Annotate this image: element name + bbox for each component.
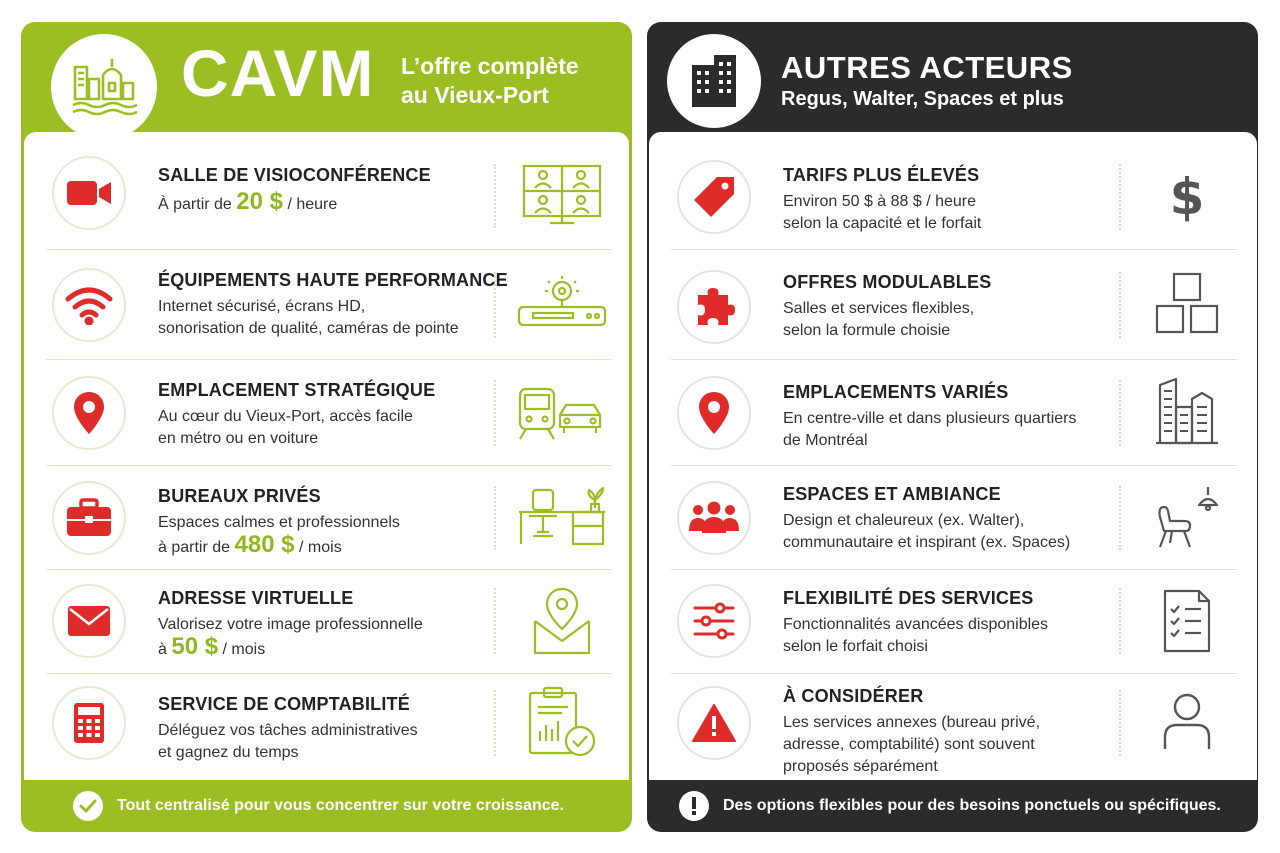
- price-value: 480 $: [234, 531, 295, 558]
- office-buildings-logo: [667, 34, 761, 128]
- brand-tagline: L’offre complète au Vieux-Port: [401, 53, 579, 108]
- row-title: FLEXIBILITÉ DES SERVICES: [783, 588, 1034, 608]
- dollar-icon: $: [1169, 168, 1205, 226]
- puzzle-icon: [677, 270, 751, 344]
- city-buildings-icon: [1137, 374, 1237, 450]
- price-value: 50 $: [171, 633, 219, 660]
- row-title: SERVICE DE COMPTABILITÉ: [158, 694, 410, 714]
- report-check-icon: [512, 684, 612, 760]
- competitors-header: [647, 22, 1258, 132]
- list-item: SALLE DE VISIOCONFÉRENCE À partir de 20 $ / heure: [46, 132, 612, 250]
- location-pin-icon: [52, 376, 126, 450]
- cavm-panel: [21, 22, 632, 832]
- list-item: TARIFS PLUS ÉLEVÉS Environ 50 $ à 88 $ / heure selon la capacité et le forfait $: [671, 132, 1237, 250]
- competitors-title: AUTRES ACTEURS: [781, 50, 1073, 85]
- list-item: BUREAUX PRIVÉS Espaces calmes et professionnels à partir de 480 $ / mois: [46, 466, 612, 570]
- cavm-header: [21, 22, 632, 132]
- list-item: ADRESSE VIRTUELLE Valorisez votre image professionnelle à 50 $ / mois: [46, 570, 612, 674]
- warning-icon: [677, 686, 751, 760]
- competitors-footer: [647, 780, 1258, 832]
- row-title: ESPACES ET AMBIANCE: [783, 484, 1001, 504]
- row-title: SALLE DE VISIOCONFÉRENCE: [158, 165, 431, 185]
- mail-location-icon: [512, 584, 612, 658]
- list-item: À CONSIDÉRER Les services annexes (bureau privé, adresse, comptabilité) sont souvent proposés séparément: [671, 674, 1237, 780]
- competitors-feature-list: [649, 132, 1257, 780]
- blocks-icon: [1137, 268, 1237, 338]
- brand-title: CAVM: [181, 36, 375, 110]
- conference-camera-icon: [512, 270, 612, 336]
- train-car-icon: [512, 380, 612, 446]
- footer-text: Des options flexibles pour des besoins ponctuels ou spécifiques.: [723, 797, 1221, 814]
- row-title: OFFRES MODULABLES: [783, 272, 992, 292]
- list-item: OFFRES MODULABLES Salles et services flexibles, selon la formule choisie: [671, 250, 1237, 360]
- list-item: EMPLACEMENT STRATÉGIQUE Au cœur du Vieux-Port, accès facile en métro ou en voiture: [46, 360, 612, 466]
- office-buildings-icon: [688, 53, 740, 109]
- old-port-skyline-icon: [69, 53, 139, 121]
- price-tag-icon: [677, 160, 751, 234]
- footer-text: Tout centralisé pour vous concentrer sur votre croissance.: [117, 797, 564, 814]
- list-item: ESPACES ET AMBIANCE Design et chaleureux (ex. Walter), communautaire et inspirant (ex. Spaces): [671, 466, 1237, 570]
- competitors-panel: [647, 22, 1258, 832]
- person-icon: [1137, 688, 1237, 754]
- checkmark-icon: [73, 791, 103, 821]
- desk-chair-icon: [512, 484, 612, 550]
- row-title: BUREAUX PRIVÉS: [158, 486, 321, 506]
- list-item: SERVICE DE COMPTABILITÉ Déléguez vos tâches administratives et gagnez du temps: [46, 674, 612, 780]
- cavm-feature-list: [24, 132, 629, 780]
- sliders-icon: [677, 584, 751, 658]
- checklist-icon: [1137, 586, 1237, 656]
- calculator-icon: [52, 686, 126, 760]
- row-title: TARIFS PLUS ÉLEVÉS: [783, 165, 980, 185]
- wifi-icon: [52, 268, 126, 342]
- video-conference-grid-icon: [512, 162, 612, 228]
- briefcase-icon: [52, 481, 126, 555]
- lounge-chair-lamp-icon: [1137, 482, 1237, 554]
- competitors-subtitle: Regus, Walter, Spaces et plus: [781, 88, 1064, 110]
- video-camera-icon: [52, 156, 126, 230]
- list-item: FLEXIBILITÉ DES SERVICES Fonctionnalités avancées disponibles selon le forfait choisi: [671, 570, 1237, 674]
- exclamation-icon: [679, 791, 709, 821]
- row-title: EMPLACEMENT STRATÉGIQUE: [158, 380, 436, 400]
- price-value: 20 $: [236, 188, 283, 215]
- envelope-icon: [52, 584, 126, 658]
- row-title: ÉQUIPEMENTS HAUTE PERFORMANCE: [158, 270, 508, 290]
- list-item: EMPLACEMENTS VARIÉS En centre-ville et dans plusieurs quartiers de Montréal: [671, 360, 1237, 466]
- people-group-icon: [677, 481, 751, 555]
- row-title: À CONSIDÉRER: [783, 686, 924, 706]
- location-pin-icon: [677, 376, 751, 450]
- row-title: EMPLACEMENTS VARIÉS: [783, 382, 1009, 402]
- cavm-logo: [51, 34, 157, 140]
- cavm-footer: [21, 780, 632, 832]
- row-title: ADRESSE VIRTUELLE: [158, 588, 354, 608]
- list-item: ÉQUIPEMENTS HAUTE PERFORMANCE Internet sécurisé, écrans HD, sonorisation de qualité, caméras de pointe: [46, 250, 612, 360]
